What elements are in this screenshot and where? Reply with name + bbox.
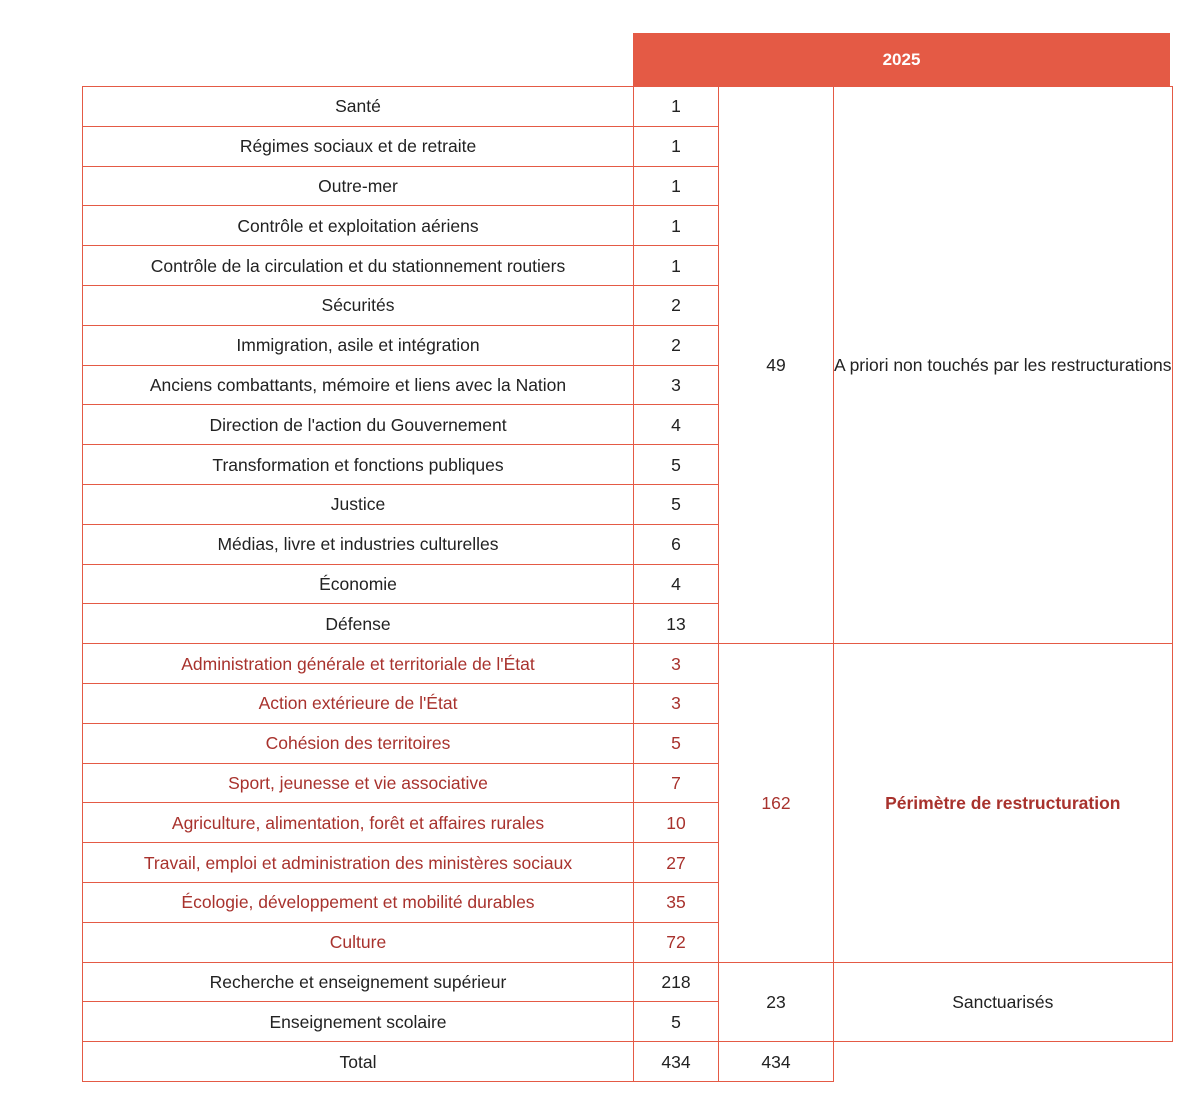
row-value: 5 (634, 445, 719, 485)
row-label: Agriculture, alimentation, forêt et affaires rurales (83, 803, 634, 843)
total-value: 434 (634, 1042, 719, 1082)
row-value: 1 (634, 246, 719, 286)
group-description: A priori non touchés par les restructurations (834, 87, 1173, 644)
row-value: 1 (634, 126, 719, 166)
group-total: 49 (719, 87, 834, 644)
row-value: 2 (634, 325, 719, 365)
row-value: 72 (634, 922, 719, 962)
group-total: 162 (719, 644, 834, 962)
group-description: Sanctuarisés (834, 962, 1173, 1042)
row-label: Économie (83, 564, 634, 604)
row-label: Administration générale et territoriale de l'État (83, 644, 634, 684)
row-label: Contrôle de la circulation et du stationnement routiers (83, 246, 634, 286)
row-value: 6 (634, 524, 719, 564)
row-label: Action extérieure de l'État (83, 683, 634, 723)
row-value: 5 (634, 484, 719, 524)
row-value: 5 (634, 723, 719, 763)
row-label: Sécurités (83, 285, 634, 325)
row-value: 1 (634, 206, 719, 246)
row-value: 1 (634, 166, 719, 206)
row-value: 2 (634, 285, 719, 325)
row-label: Travail, emploi et administration des ministères sociaux (83, 843, 634, 883)
row-value: 13 (634, 604, 719, 644)
row-value: 7 (634, 763, 719, 803)
row-value: 4 (634, 564, 719, 604)
year-header: 2025 (633, 33, 1170, 86)
row-label: Sport, jeunesse et vie associative (83, 763, 634, 803)
table-row (83, 87, 1173, 127)
restructuring-table (82, 86, 1173, 1082)
row-value: 5 (634, 1002, 719, 1042)
row-label: Défense (83, 604, 634, 644)
total-group-value: 434 (719, 1042, 834, 1082)
row-label: Anciens combattants, mémoire et liens avec la Nation (83, 365, 634, 405)
total-row (83, 1042, 1173, 1082)
row-label: Écologie, développement et mobilité durables (83, 882, 634, 922)
row-label: Régimes sociaux et de retraite (83, 126, 634, 166)
row-value: 3 (634, 365, 719, 405)
row-label: Direction de l'action du Gouvernement (83, 405, 634, 445)
row-label: Contrôle et exploitation aériens (83, 206, 634, 246)
table-row (83, 644, 1173, 684)
row-value: 4 (634, 405, 719, 445)
row-label: Outre-mer (83, 166, 634, 206)
row-label: Transformation et fonctions publiques (83, 445, 634, 485)
row-label: Recherche et enseignement supérieur (83, 962, 634, 1002)
row-value: 35 (634, 882, 719, 922)
empty-cell (834, 1042, 1173, 1082)
group-total: 23 (719, 962, 834, 1042)
group-description: Périmètre de restructuration (834, 644, 1173, 962)
row-label: Cohésion des territoires (83, 723, 634, 763)
row-label: Santé (83, 87, 634, 127)
row-label: Culture (83, 922, 634, 962)
row-value: 1 (634, 87, 719, 127)
row-value: 10 (634, 803, 719, 843)
row-label: Médias, livre et industries culturelles (83, 524, 634, 564)
row-value: 3 (634, 683, 719, 723)
row-value: 218 (634, 962, 719, 1002)
row-value: 27 (634, 843, 719, 883)
row-label: Enseignement scolaire (83, 1002, 634, 1042)
row-label: Immigration, asile et intégration (83, 325, 634, 365)
table-row (83, 962, 1173, 1002)
row-value: 3 (634, 644, 719, 684)
row-label: Justice (83, 484, 634, 524)
total-label: Total (83, 1042, 634, 1082)
